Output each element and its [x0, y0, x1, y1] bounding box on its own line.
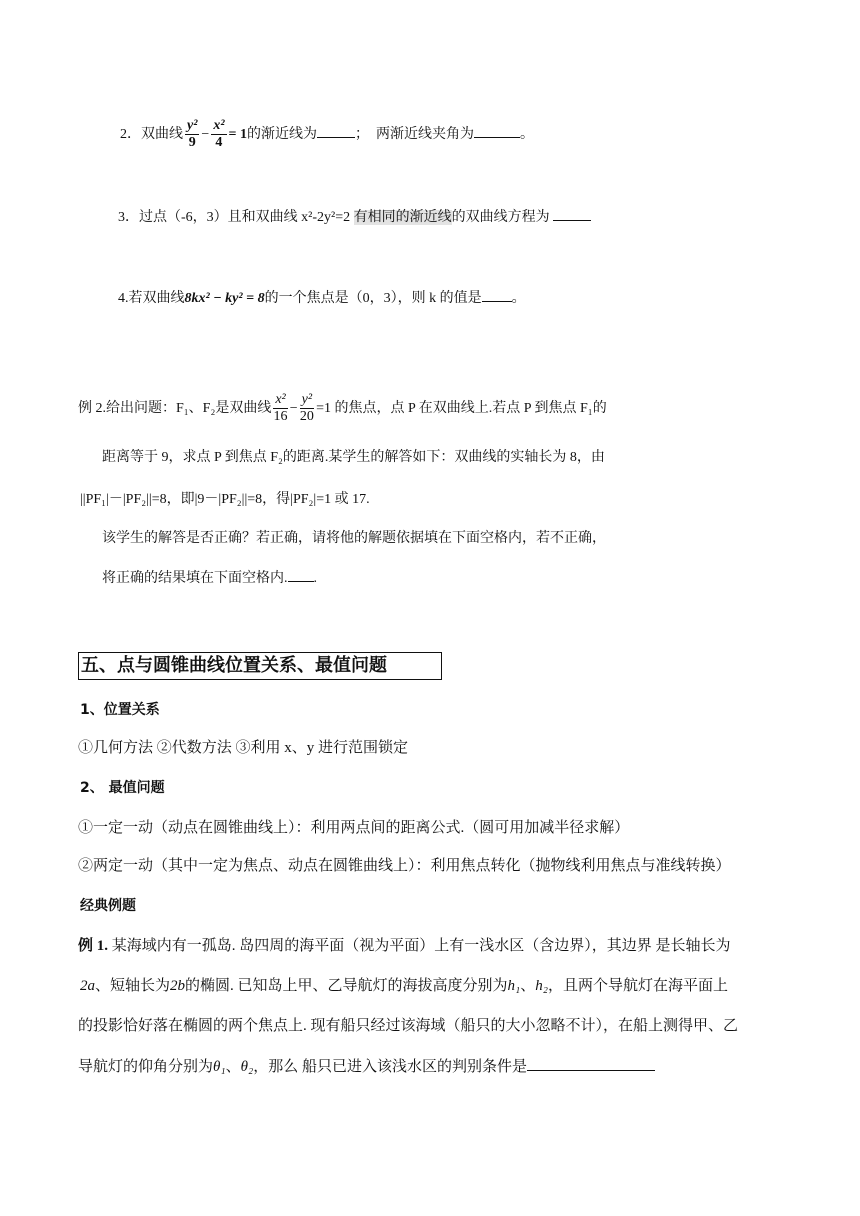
- separator: 、: [225, 1059, 241, 1075]
- answer-blank: [317, 123, 355, 138]
- fraction-x2-over-4: $\frac{\text{x²}}{4}$: [213, 118, 225, 151]
- answer-blank: [553, 206, 591, 221]
- theta1-symbol: θ₁: [213, 1059, 226, 1075]
- example-2-line-1: [78, 392, 607, 426]
- ex1-text: 某海域内有一孤岛. 岛四周的海平面（视为平面）上有一浅水区（含边界），其边界 是长轴长为: [111, 938, 731, 954]
- fraction-x2-over-16: $\frac{\text{x²}}{16}$: [273, 392, 288, 425]
- subsection-heading: 1、位置关系: [80, 702, 160, 718]
- question-2: [120, 118, 534, 152]
- section-title: 五、点与圆锥曲线位置关系、最值问题: [78, 652, 442, 680]
- h1-symbol: h₁: [507, 978, 521, 994]
- ex1-text: 导航灯的仰角分别为: [78, 1059, 214, 1075]
- example-1-line-3: 的投影恰好落在椭圆的两个焦点上. 现有船只经过该海域（船只的大小忽略不计），在船上测得甲、乙: [78, 1018, 739, 1034]
- theta2-symbol: θ₂: [240, 1059, 254, 1075]
- q2-sep: ； 两渐近线夹角为: [355, 127, 475, 142]
- separator: 、: [520, 978, 536, 994]
- max-value-method-2: ②两定一动（其中一定为焦点、动点在圆锥曲线上）：利用焦点转化（抛物线利用焦点与准线转换）: [78, 858, 731, 874]
- ex1-text: 2a: [80, 978, 95, 994]
- q4-suffix: 的一个焦点是（0，3），则 k 的值是: [264, 291, 482, 306]
- minus-sign: −: [201, 127, 210, 142]
- ex1-text: ，且两个导航灯在海平面上: [547, 978, 728, 994]
- ex2-text: 将正确的结果填在下面空格内.: [102, 571, 288, 586]
- example-2-line-5: [102, 567, 317, 589]
- q2-end: 。: [520, 127, 535, 142]
- example-2-line-4: 该学生的解答是否正确？若正确，请将他的解题依据填在下面空格内，若不正确，: [102, 531, 606, 546]
- q4-prefix: 4.若双曲线: [118, 291, 185, 306]
- ex1-text: ，那么 船只已进入该浅水区的判别条件是: [253, 1059, 527, 1075]
- ex2-text: .: [313, 571, 317, 586]
- subsection-heading: 2、 最值问题: [80, 780, 165, 796]
- example-label: 例 1.: [78, 938, 109, 954]
- fraction-y2-over-9: $\frac{\text{y²}}{9}$: [187, 118, 198, 151]
- ex2-text: 例 2.给出问题：F₁、F₂是双曲线: [78, 401, 272, 416]
- q2-prefix: 2．双曲线: [120, 127, 183, 142]
- minus-sign: −: [289, 401, 298, 416]
- q4-end: 。: [511, 291, 526, 306]
- answer-blank: [482, 287, 512, 302]
- max-value-method-1: ①一定一动（动点在圆锥曲线上）：利用两点间的距离公式.（圆可用加减半径求解）: [78, 820, 630, 836]
- ex2-text: =1 的焦点，点 P 在双曲线上.若点 P 到焦点 F₁的: [316, 401, 607, 416]
- ex1-text: 的椭圆. 已知岛上甲、乙导航灯的海拔高度分别为: [185, 978, 508, 994]
- answer-blank: [288, 567, 314, 582]
- question-3: [118, 206, 591, 228]
- q2-mid: 的渐近线为: [247, 127, 318, 142]
- example-2-line-2: 距离等于 9，求点 P 到焦点 F₂的距离.某学生的解答如下：双曲线的实轴长为 8，由: [102, 450, 605, 465]
- example-1-line-2: [80, 976, 728, 996]
- answer-blank: [527, 1056, 655, 1071]
- example-1-line-1: [78, 936, 731, 956]
- q4-equation: 8kx² − ky² = 8: [184, 291, 265, 306]
- question-4: [118, 287, 526, 309]
- q3-text: 3．过点（-6，3）且和双曲线 x²-2y²=2: [118, 210, 354, 225]
- position-methods: ①几何方法 ②代数方法 ③利用 x、y 进行范围锁定: [78, 740, 409, 756]
- example-1-line-4: [78, 1056, 655, 1077]
- fraction-y2-over-20: $\frac{\text{y²}}{20}$: [299, 392, 314, 425]
- equation-eq: = 1: [228, 127, 248, 142]
- q3-text-end: 的双曲线方程为: [451, 210, 554, 225]
- highlighted-phrase: 有相同的渐近线: [353, 210, 452, 225]
- classic-examples-heading: 经典例题: [80, 898, 136, 914]
- ex1-text: 2b: [170, 978, 186, 994]
- answer-blank: [474, 123, 520, 138]
- ex1-text: 、短轴长为: [95, 978, 171, 994]
- example-2-line-3: ||PF₁|－|PF₂||=8，即|9－|PF₂||=8，得|PF₂|=1 或 17.: [80, 492, 370, 507]
- h2-symbol: h₂: [535, 978, 548, 994]
